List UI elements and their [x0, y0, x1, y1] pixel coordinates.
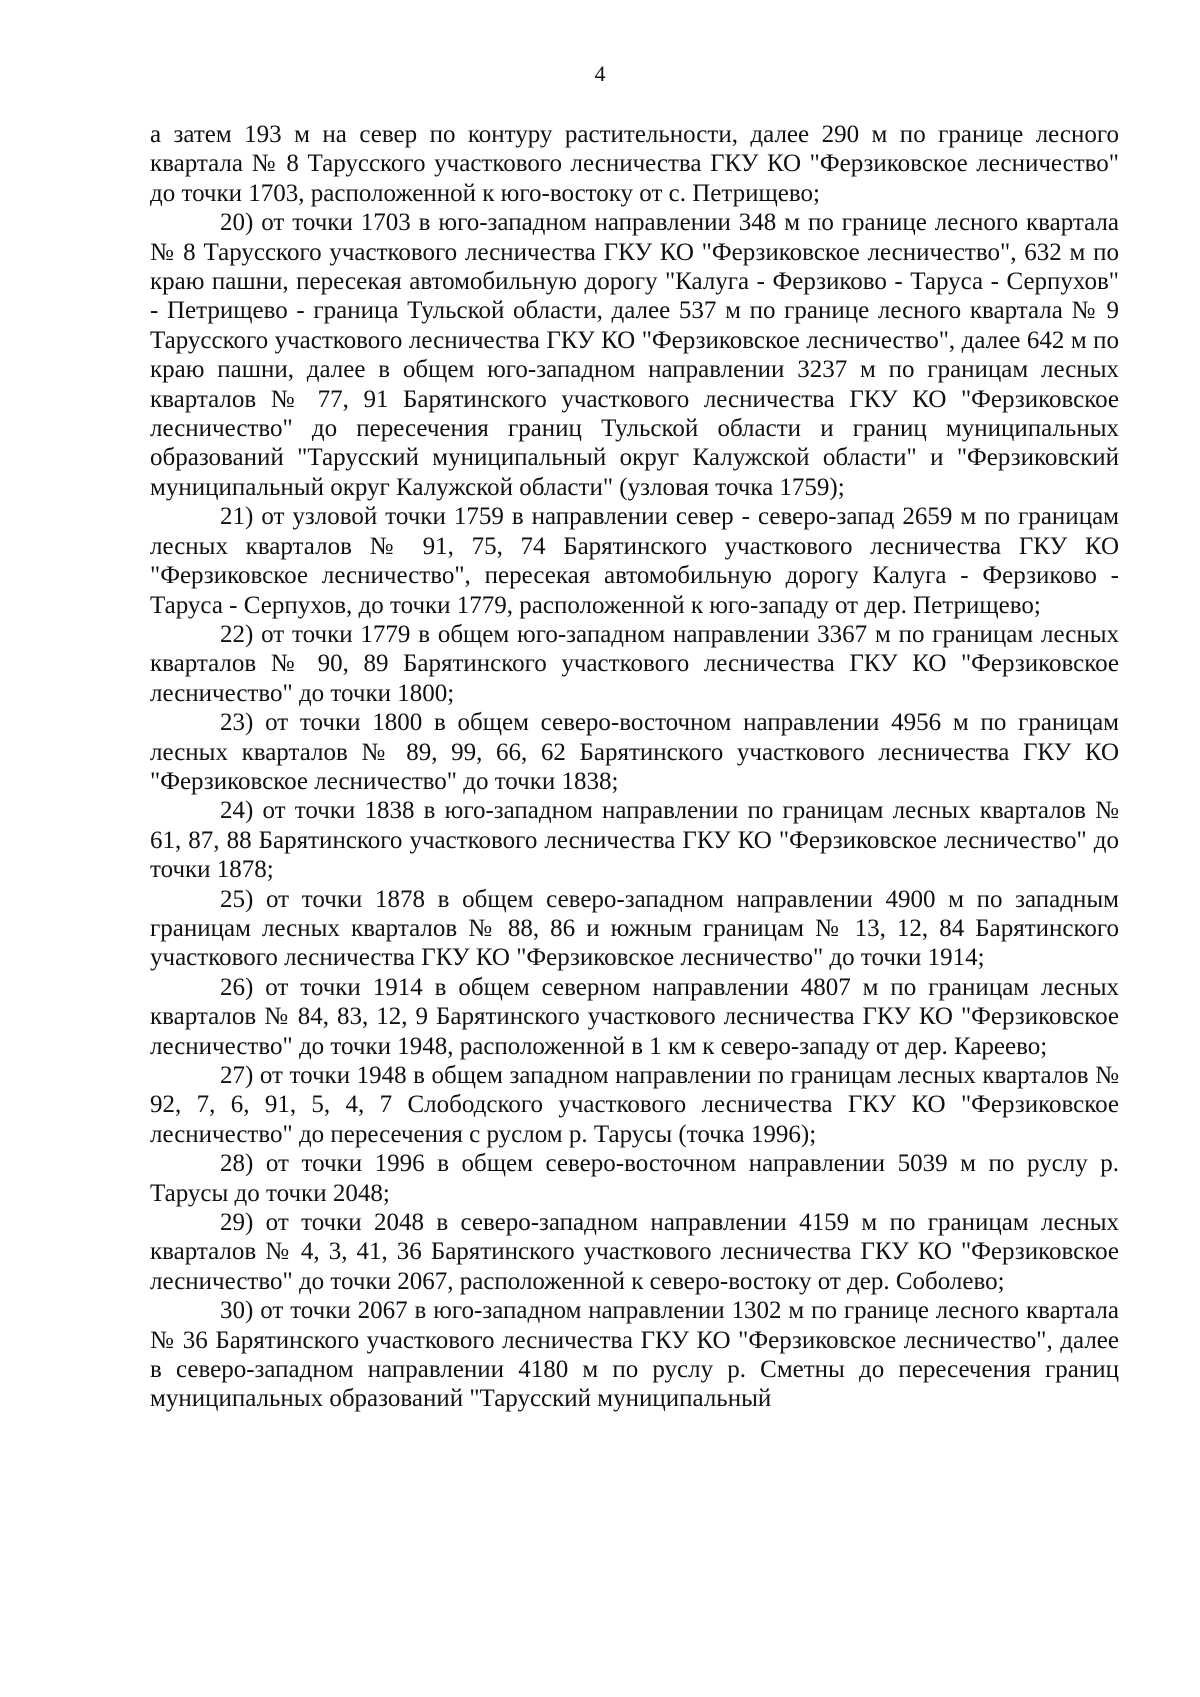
document-body	[150, 120, 1119, 1414]
paragraph-item-28: 28) от точки 1996 в общем северо-восточном направлении 5039 м по руслу р. Тарусы до точки 2048;	[150, 1150, 1119, 1207]
paragraph-item-25: 25) от точки 1878 в общем северо-западном направлении 4900 м по западным границам лесных кварталов № 88, 86 и южным границам № 13, 12, 84 Барятинского участкового лесничества ГКУ КО "Ферзиковское лесничество" до точки 1914;	[150, 885, 1119, 972]
paragraph-item-23: 23) от точки 1800 в общем северо-восточном направлении 4956 м по границам лесных кварталов № 89, 99, 66, 62 Барятинского участкового лесничества ГКУ КО "Ферзиковское лесничество" до точки 1838;	[150, 709, 1119, 795]
paragraph-item-29: 29) от точки 2048 в северо-западном направлении 4159 м по границам лесных кварталов № 4, 3, 41, 36 Барятинского участкового лесничества ГКУ КО "Ферзиковское лесничество" до точки 2067, расположенной к северо-востоку от дер. Соболево;	[150, 1209, 1119, 1295]
page-number: 4	[594, 61, 606, 86]
paragraph-item-24: 24) от точки 1838 в юго-западном направлении по границам лесных кварталов № 61, 87, 88 Барятинского участкового лесничества ГКУ КО "Ферзиковское лесничество" до точки 1878;	[150, 797, 1119, 884]
paragraph-item-27: 27) от точки 1948 в общем западном направлении по границам лесных кварталов № 92, 7, 6, 91, 5, 4, 7 Слободского участкового лесничества ГКУ КО "Ферзиковское лесничество" до пересечения с руслом р. Тарусы (точка 1996);	[150, 1062, 1119, 1148]
paragraph-item-22: 22) от точки 1779 в общем юго-западном направлении 3367 м по границам лесных кварталов № 90, 89 Барятинского участкового лесничества ГКУ КО "Ферзиковское лесничество" до точки 1800;	[150, 620, 1119, 707]
paragraph-item-21: 21) от узловой точки 1759 в направлении север - северо-запад 2659 м по границам лесных кварталов № 91, 75, 74 Барятинского участкового лесничества ГКУ КО "Ферзиковское лесничество", пересекая автомобильную дорогу Калуга - Ферзиково - Таруса - Серпухов, до точки 1779, расположенной к юго-западу от дер. Петрищево;	[150, 503, 1119, 619]
paragraph-item-30: 30) от точки 2067 в юго-западном направлении 1302 м по границе лесного квартала № 36 Барятинского участкового лесничества ГКУ КО "Ферзиковское лесничество", далее в северо-западном направлении 4180 м по руслу р. Сметны до пересечения границ муниципальных образований "Тарусский муниципальный	[150, 1297, 1119, 1413]
paragraph-item-20: 20) от точки 1703 в юго-западном направлении 348 м по границе лесного квартала № 8 Тарусского участкового лесничества ГКУ КО "Ферзиковское лесничество", 632 м по краю пашни, пересекая автомобильную дорогу "Калуга - Ферзиково - Таруса - Серпухов" - Петрищево - граница Тульской области, далее 537 м по границе лесного квартала № 9 Тарусского участкового лесничества ГКУ КО "Ферзиковское лесничество", далее 642 м по краю пашни, далее в общем юго-западном направлении 3237 м по границам лесных кварталов № 77, 91 Барятинского участкового лесничества ГКУ КО "Ферзиковское лесничество" до пересечения границ Тульской области и границ муниципальных образований "Тарусский муниципальный округ Калужской области" и "Ферзиковский муниципальный округ Калужской области" (узловая точка 1759);	[150, 209, 1119, 501]
paragraph-item-26: 26) от точки 1914 в общем северном направлении 4807 м по границам лесных кварталов № 84, 83, 12, 9 Барятинского участкового лесничества ГКУ КО "Ферзиковское лесничество" до точки 1948, расположенной в 1 км к северо-западу от дер. Кареево;	[150, 973, 1119, 1060]
paragraph-continuation: а затем 193 м на север по контуру растительности, далее 290 м по границе лесного квартала № 8 Тарусского участкового лесничества ГКУ КО "Ферзиковское лесничество" до точки 1703, расположенной к юго-востоку от с. Петрищево;	[150, 121, 1119, 207]
